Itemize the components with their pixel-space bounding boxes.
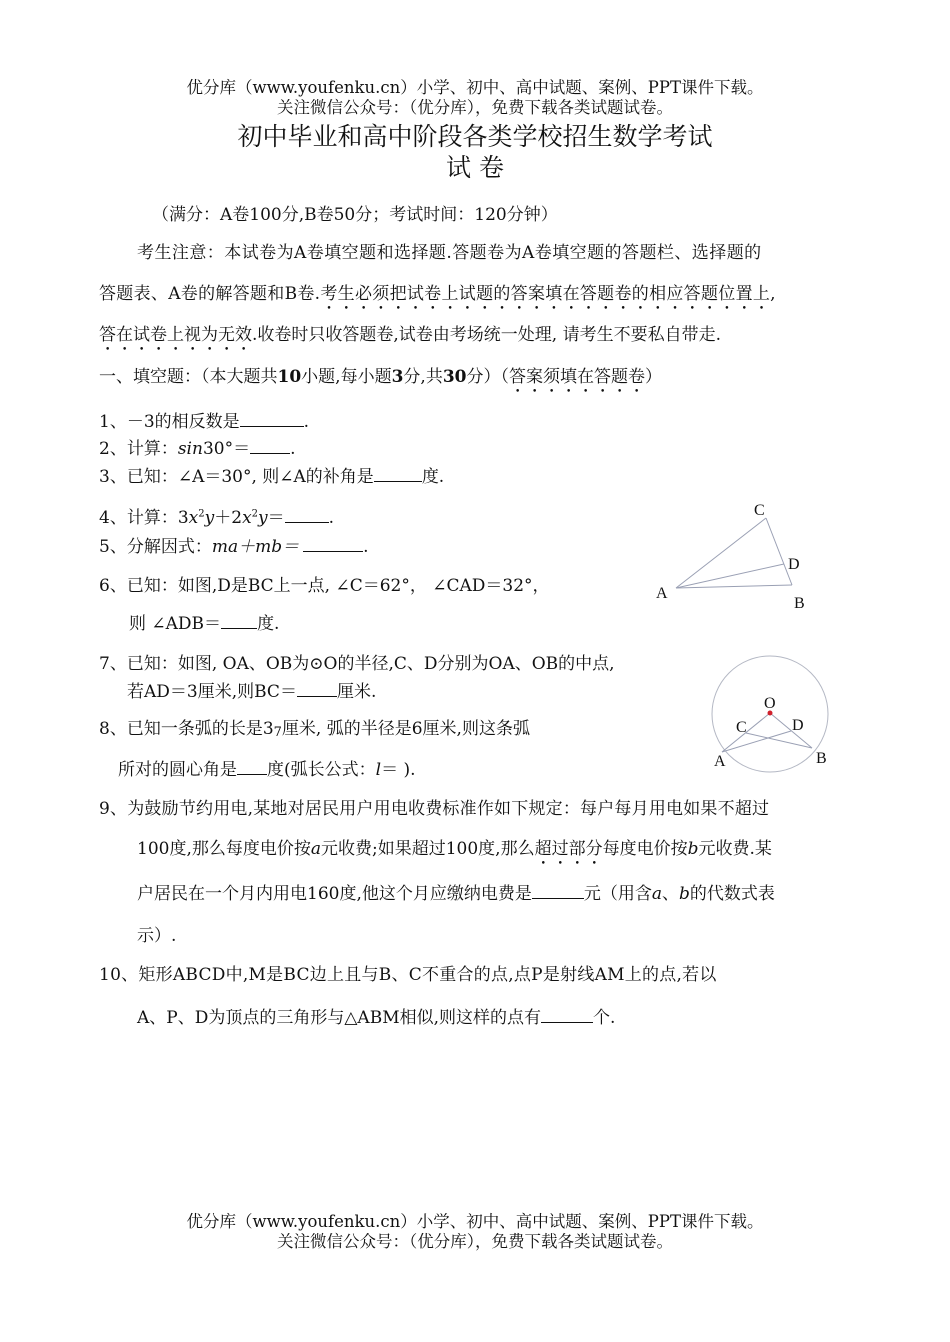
- notice-emphasis-text: 考生必须把试卷上试题的答案填在答题卷的相应答题位置上,: [320, 284, 776, 304]
- question-6: 6、已知：如图,D是BC上一点, ∠C＝62°， ∠CAD＝32°，: [99, 576, 550, 596]
- question-7-answer-line: 若AD＝3厘米,则BC＝ 厘米.: [127, 682, 377, 702]
- question-2: 2、计算：sin30°＝ .: [99, 439, 296, 459]
- answer-blank: [541, 1006, 593, 1023]
- question-10-line-2: A、P、D为顶点的三角形与△ABM相似,则这样的点有 个.: [137, 1008, 616, 1028]
- notice-plain-text: 答题表、A卷的解答题和B卷.: [99, 284, 321, 304]
- footer-line-2: 关注微信公众号：（优分库），免费下载各类试题试卷。: [277, 1232, 673, 1251]
- question-9: 9、为鼓励节约用电,某地对居民用户用电收费标准作如下规定：每户每月用电如果不超过: [99, 799, 770, 819]
- point-label-d: D: [792, 717, 804, 734]
- point-label-c: C: [736, 719, 747, 736]
- question-10: 10、矩形ABCD中,M是BC边上且与B、C不重合的点,点P是射线AM上的点,若以: [99, 965, 717, 985]
- question-9-line-3: 户居民在一个月内用电160度,他这个月应缴纳电费是 元（用含a、b的代数式表: [137, 884, 775, 904]
- point-label-o: O: [764, 695, 776, 712]
- answer-blank: [250, 437, 290, 454]
- point-label-a: A: [714, 753, 726, 770]
- section-heading: 一、填空题：（本大题共10小题,每小题3分,共30分）（答案须填在答题卷）: [99, 367, 662, 387]
- question-9-line-2: 100度,那么每度电价按a元收费;如果超过100度,那么超过部分每度电价按b元收费.某: [137, 839, 772, 859]
- answer-blank: [532, 882, 584, 899]
- answer-blank: [374, 465, 422, 482]
- notice-plain-text: 收卷时只收答题卷,试卷由考场统一处理, 请考生不要私自带走.: [257, 325, 722, 345]
- score-info: （满分：A卷100分,B卷50分；考试时间：120分钟）: [152, 205, 558, 225]
- exam-subtitle: 试 卷: [446, 153, 504, 182]
- answer-blank: [303, 535, 363, 552]
- question-7: 7、已知：如图, OA、OB为⊙O的半径,C、D分别为OA、OB的中点,: [99, 654, 615, 674]
- header-line-2: 关注微信公众号：（优分库），免费下载各类试题试卷。: [277, 98, 673, 117]
- exam-title: 初中毕业和高中阶段各类学校招生数学考试: [237, 122, 713, 151]
- point-label-a: A: [656, 585, 668, 602]
- question-1: 1、－3的相反数是 .: [99, 412, 310, 432]
- circle-figure: [700, 648, 840, 778]
- notice-line-3: [99, 320, 721, 355]
- answer-blank: [240, 410, 304, 427]
- triangle-figure: [640, 495, 830, 620]
- question-9-line-4: 示）.: [137, 926, 177, 946]
- answer-blank: [237, 758, 267, 775]
- answer-blank: [285, 506, 329, 523]
- question-4: 4、计算：$3x^2y+2x^2y=$ .: [99, 508, 335, 528]
- answer-blank: [221, 612, 257, 629]
- header-line-1: 优分库（www.youfenku.cn）小学、初中、高中试题、案例、PPT课件下载。: [186, 78, 764, 97]
- answer-blank: [297, 680, 337, 697]
- notice-line-2: [99, 279, 776, 314]
- question-8-answer-line: 所对的圆心角是 度(弧长公式：l＝ ).: [118, 760, 416, 780]
- question-8: 8、已知一条弧的长是37厘米, 弧的半径是6厘米,则这条弧: [99, 719, 530, 740]
- point-label-c: C: [754, 502, 765, 519]
- question-6-answer-line: 则 ∠ADB＝ 度.: [129, 614, 280, 634]
- point-label-b: B: [816, 750, 827, 767]
- question-5: 5、分解因式：ma＋mb＝ .: [99, 537, 369, 557]
- point-label-d: D: [788, 556, 800, 573]
- notice-line-1: 考生注意：本试卷为A卷填空题和选择题.答题卷为A卷填空题的答题栏、选择题的: [137, 243, 762, 263]
- question-3: 3、已知：∠A＝30°, 则∠A的补角是 度.: [99, 467, 445, 487]
- notice-emphasis-text: 答在试卷上视为无效.: [99, 325, 258, 345]
- point-label-b: B: [794, 595, 805, 612]
- footer-line-1: 优分库（www.youfenku.cn）小学、初中、高中试题、案例、PPT课件下载。: [186, 1212, 764, 1231]
